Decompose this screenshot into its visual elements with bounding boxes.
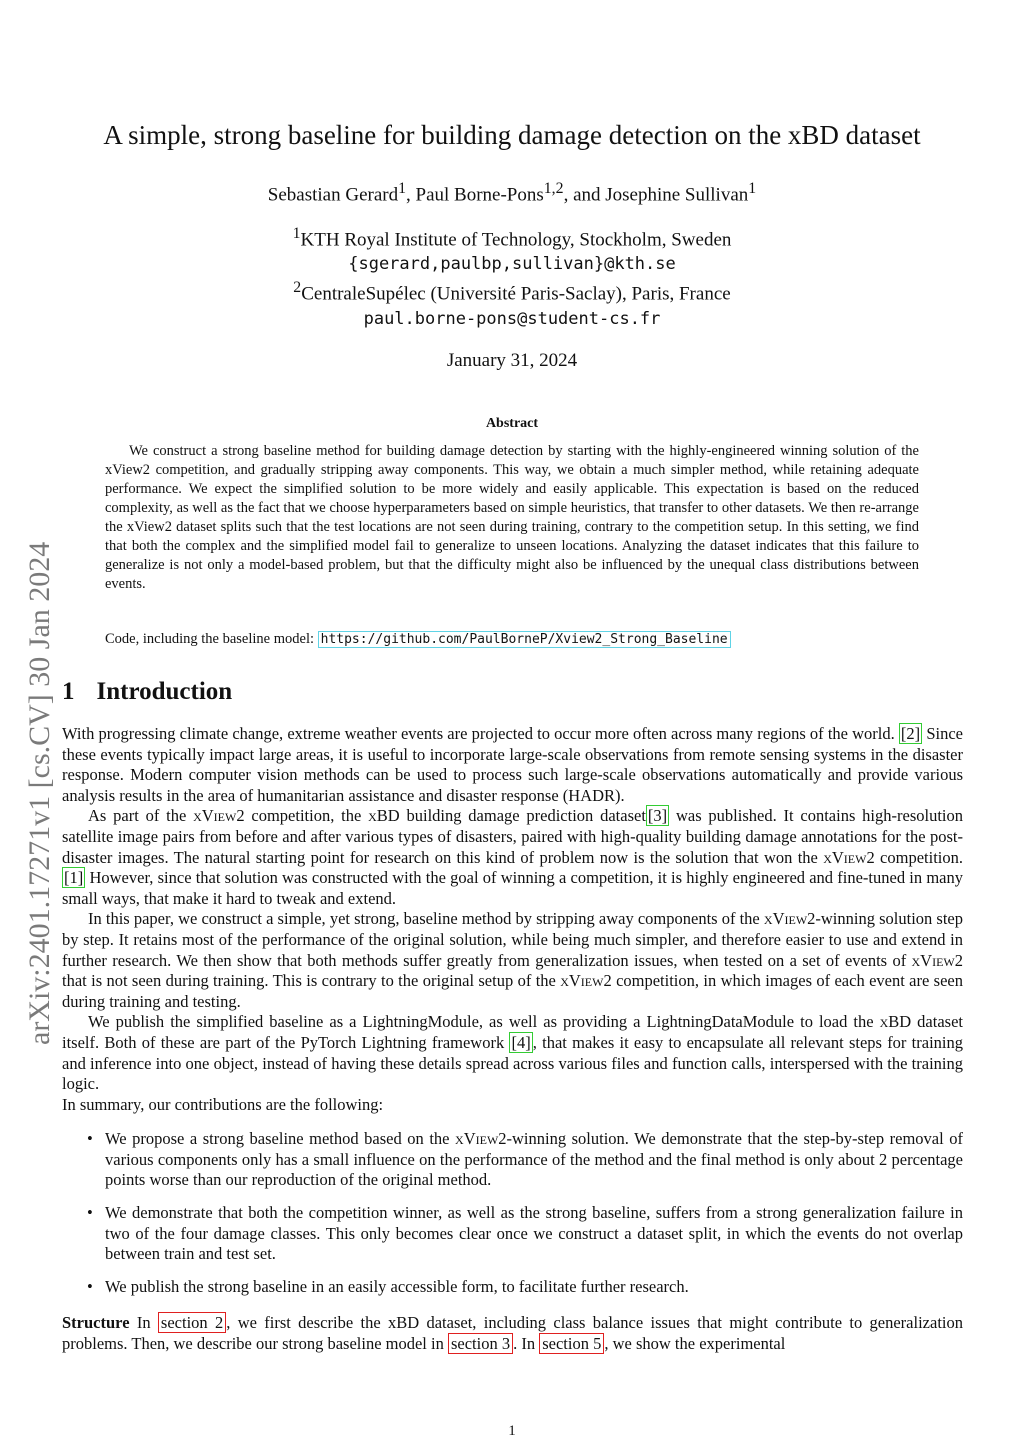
text-run: Since these events typically impact large areas, it is useful to incorporate large-scale observations from remote sensing systems in the disaster response. Modern computer vision methods can be used to process such large-scale observations automatically and provide various analysis results in the area of humanitarian assistance and disaster response (HADR).	[62, 724, 963, 805]
author-separator: ,	[406, 184, 416, 206]
paper-date: January 31, 2024	[446, 350, 578, 371]
text-run: xBD	[368, 806, 400, 826]
affiliation-2-email: paul.borne-pons@student-cs.fr	[363, 308, 661, 329]
author-affil-sup: 1	[748, 180, 757, 197]
paragraph-4	[62, 1012, 963, 1094]
list-item	[105, 1129, 963, 1191]
citation-link[interactable]: [1]	[64, 868, 84, 888]
text-run: , that makes it easy to encapsulate all relevant steps for training and inference into one object, instead of having these details spread across various files and function calls, interspersed with the training logic.	[62, 1032, 964, 1094]
author-name: Sebastian Gerard	[267, 184, 399, 206]
text-run: In	[129, 1313, 158, 1333]
affiliations	[0, 222, 1024, 331]
abstract-heading: Abstract	[485, 416, 539, 431]
author-affil-sup: 1	[398, 180, 407, 197]
code-url-link[interactable]: https://github.com/PaulBorneP/Xview2_Strong_Baseline	[318, 631, 731, 648]
text-run: With progressing climate change, extreme weather events are projected to occur more often across many regions of the world.	[62, 724, 899, 743]
author-name: Paul Borne-Pons	[415, 184, 544, 206]
paragraph-structure	[62, 1313, 963, 1354]
affil-name: CentraleSupélec (Université Paris-Saclay), Paris, France	[301, 283, 731, 305]
affil-name: KTH Royal Institute of Technology, Stockholm, Sweden	[300, 229, 732, 251]
text-run: , we first describe the xBD dataset, including class balance issues that might contribute to generalization problems. Then, we describe our strong baseline model in	[62, 1313, 963, 1354]
section-title: Introduction	[96, 678, 233, 705]
contributions-list	[62, 1129, 963, 1297]
paper-title: A simple, strong baseline for building damage detection on the xBD dataset	[103, 120, 921, 150]
text-run: We publish the simplified baseline as a LightningModule, as well as providing a LightningDataModule to load the	[88, 1012, 880, 1032]
section-heading-introduction	[62, 678, 232, 706]
author-affil-sup: 1,2	[543, 180, 564, 197]
paragraph-3	[62, 909, 963, 1012]
abstract-text: We construct a strong baseline method for building damage detection by starting with the highly-engineered winning solution of the xView2 competition, and gradually stripping away components. This way, we obtain a much simpler method, while retaining adequate performance. We expect the simplified solution to be more widely and easily applicable. This expectation is based on the reduced complexity, as well as the fact that we choose hyperparameters based on simple heuristics, that transfer to other datasets. We then re-arrange the xView2 dataset splits such that the test locations are not seen during training, contrary to the competition setup. In this setting, we find that both the complex and the simplified model fail to generalize to unseen locations. Analyzing the dataset indicates that this failure to generalize is not only a model-based problem, but that the difficulty might also be influenced by the unequal class distributions between events.	[105, 443, 919, 592]
affil-sup: 2	[293, 279, 302, 297]
text-run: xView	[193, 806, 237, 826]
author-list	[0, 180, 1024, 206]
text-run: We propose a strong baseline method based on the	[105, 1129, 456, 1149]
text-run: xView	[823, 847, 867, 867]
paragraph-5: In summary, our contributions are the following:	[62, 1094, 384, 1114]
text-run: . In	[513, 1334, 540, 1354]
arxiv-stamp: arXiv:2401.17271v1 [cs.CV] 30 Jan 2024	[23, 541, 56, 1045]
text-run: building damage prediction dataset	[399, 806, 646, 826]
code-label: Code, including the baseline model:	[105, 631, 314, 647]
text-run: xView	[763, 909, 808, 929]
code-line	[105, 630, 919, 649]
affiliation-1	[0, 222, 1024, 252]
text-run: However, since that solution was constructed with the goal of winning a competition, it is highly engineered and fine-tuned in many small ways, that make it hard to tweak and extend.	[62, 868, 963, 908]
text-run: xBD	[879, 1012, 912, 1032]
text-run: xView	[455, 1129, 499, 1149]
list-item: • We demonstrate that both the competition winner, as well as the strong baseline, suffers from a strong generalization failure in two of the four damage classes. This only becomes clear once we construct a dataset split, in which the events do not overlap between train and test set.	[105, 1203, 963, 1265]
affil-sup: 1	[292, 225, 301, 242]
affiliation-1-email: {sgerard,paulbp,sullivan}@kth.se	[348, 254, 676, 275]
structure-label: Structure	[62, 1313, 130, 1333]
text-run: was published. It contains high-resolution satellite image pairs from before and after various types of disasters, paired with high-quality building damage annotations for the post-disaster images. The natural starting point for research on this kind of problem now is the solution that won the	[62, 806, 963, 867]
author-name: Josephine Sullivan	[605, 184, 749, 206]
citation-link[interactable]: [2]	[900, 724, 921, 743]
section-number: 1	[62, 678, 75, 705]
text-run: As part of the	[88, 806, 194, 826]
text-run: 2-winning solution step by step. It retains most of the performance of the original solution, while being much simpler, and therefore easier to use and extend in further research. We then show that both methods suffer greatly from generalization issues, when tested on a set of events of	[62, 909, 963, 970]
list-item: • We publish the strong baseline in an easily accessible form, to facilitate further research.	[105, 1277, 963, 1298]
page-number: 1	[508, 1423, 516, 1439]
paragraph-2	[62, 806, 963, 909]
author-separator: , and	[563, 184, 606, 206]
affiliation-2	[0, 276, 1024, 306]
text-run: dataset itself. Both of these are part of the PyTorch Lightning framework	[62, 1012, 963, 1052]
section-ref-link[interactable]: section 5	[539, 1333, 604, 1354]
text-run: xView	[911, 950, 955, 970]
text-run: In this paper, we construct a simple, yet strong, baseline method by stripping away components of the	[88, 909, 764, 929]
paragraph-1	[62, 724, 963, 806]
section-ref-link[interactable]: section 2	[158, 1312, 226, 1333]
text-run: , we show the experimental	[604, 1334, 786, 1354]
text-run: 2 competition.	[866, 847, 963, 867]
text-run: 2-winning solution. We demonstrate that the step-by-step removal of various components only has a small influence on the performance of the method and the final method is only about 2 percentage points worse than our reproduction of the original method.	[105, 1129, 963, 1190]
section-ref-link[interactable]: section 3	[448, 1333, 513, 1354]
text-run: 2 competition, in which images of each event are seen during training and testing.	[62, 971, 963, 1011]
text-run: 2 that is not seen during training. This is contrary to the original setup of the	[62, 950, 963, 991]
citation-link[interactable]: [4]	[511, 1032, 531, 1052]
body-text	[62, 724, 963, 1355]
text-run: 2 competition, the	[236, 806, 369, 826]
citation-link[interactable]: [3]	[647, 806, 668, 826]
text-run: xView	[560, 971, 604, 991]
